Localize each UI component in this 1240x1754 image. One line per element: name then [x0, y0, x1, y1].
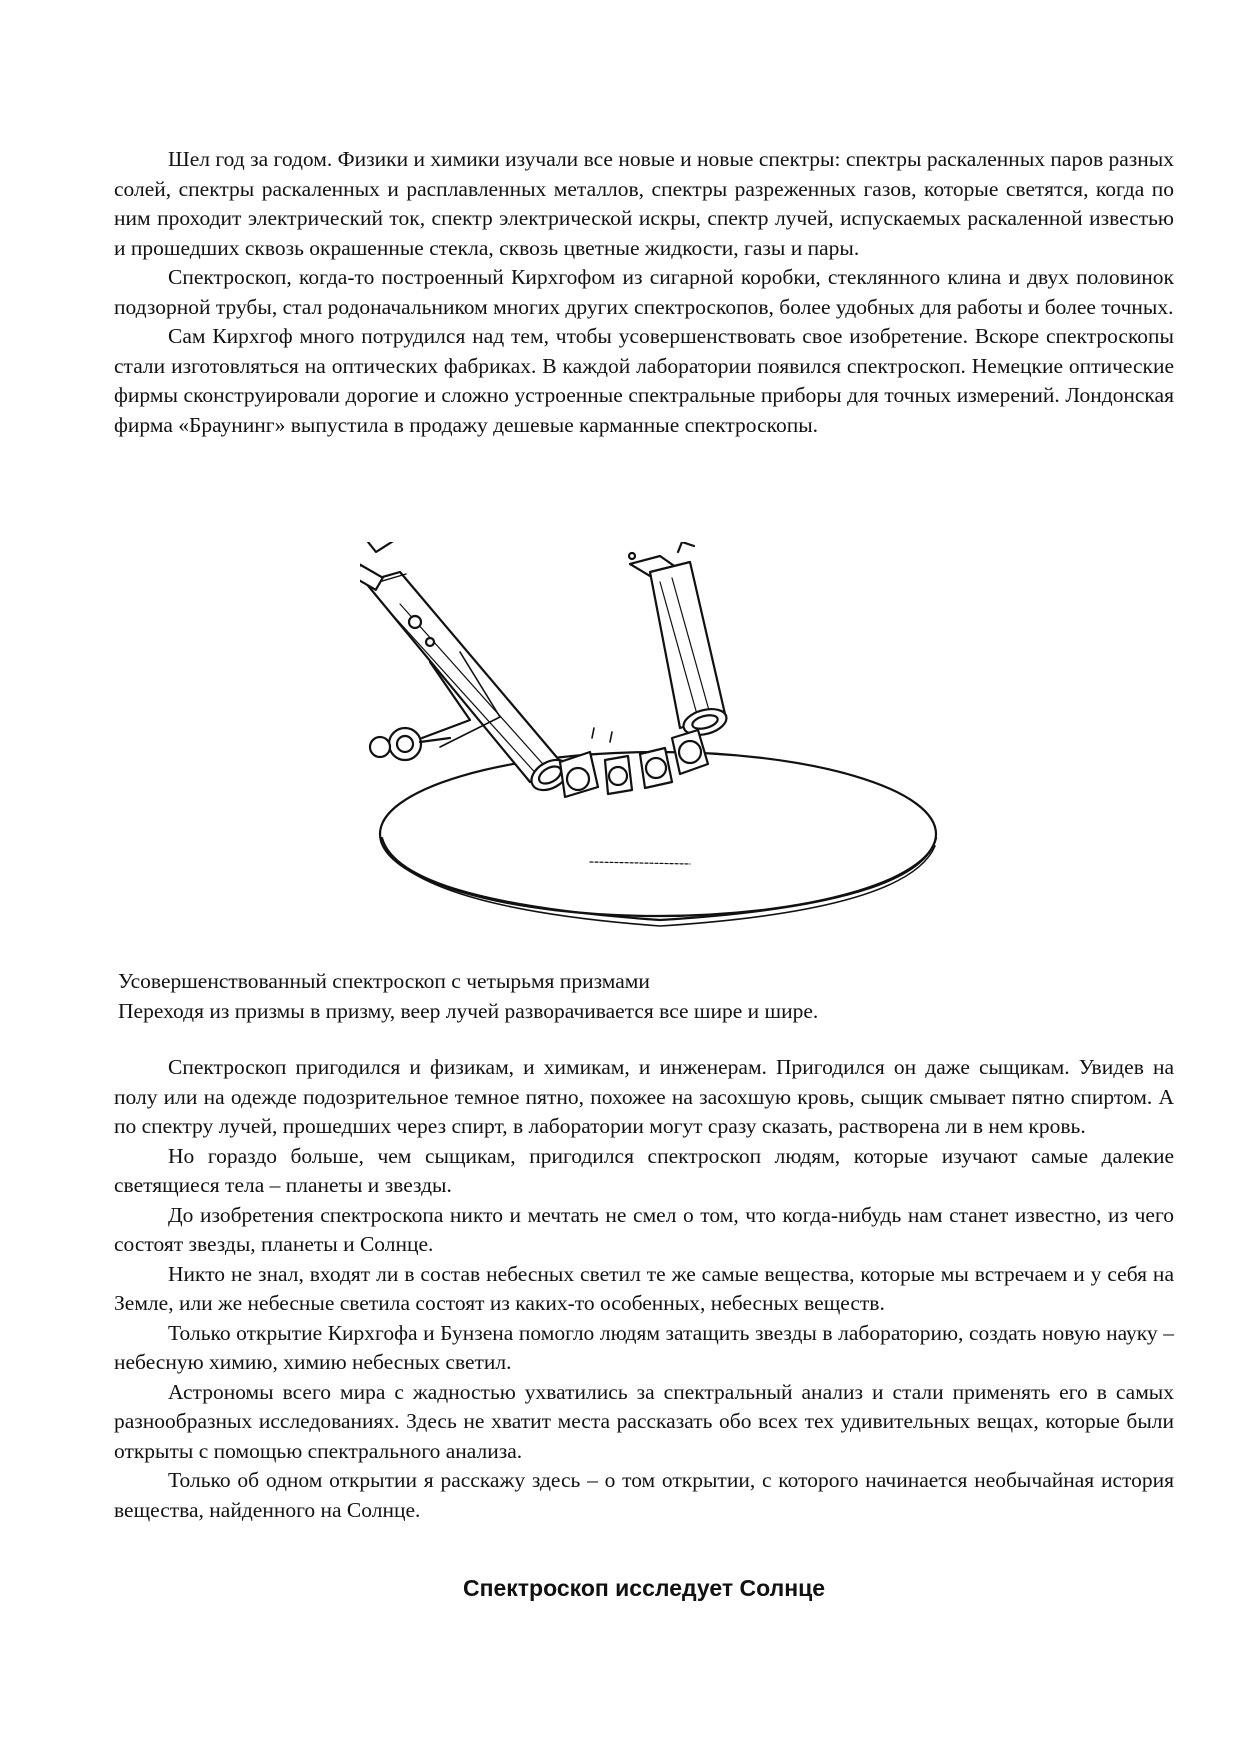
paragraph: До изобретения спектроскопа никто и мечтать не смел о том, что когда-нибудь нам станет известно, из чего состоят звезды, планеты и Солнце.	[114, 1202, 1174, 1256]
bottom-text-block	[114, 1053, 1174, 1525]
paragraph: Спектроскоп пригодился и физикам, и химикам, и инженерам. Пригодился он даже сыщикам. Увидев на полу или на одежде подозрительное темное пятно, похожее на засохшую кровь, сыщик смывает пятно спиртом. А по спектру лучей, прошедших через спирт, в лаборатории могут сразу сказать, растворена ли в нем кровь.	[114, 1055, 1174, 1138]
paragraph: Только открытие Кирхгофа и Бунзена помогло людям затащить звезды в лабораторию, создать новую науку – небесную химию, химию небесных светил.	[114, 1320, 1174, 1374]
paragraph: Спектроскоп, когда-то построенный Кирхгофом из сигарной коробки, стеклянного клина и двух половинок подзорной трубы, стал родоначальником многих других спектроскопов, более удобных для работы и более точных.	[114, 265, 1174, 319]
figure-caption	[114, 967, 1174, 1026]
caption-title: Усовершенствованный спектроскоп с четырьмя призмами	[118, 969, 650, 993]
paragraph: Шел год за годом. Физики и химики изучали все новые и новые спектры: спектры раскаленных паров разных солей, спектры раскаленных и расплавленных металлов, спектры разреженных газов, которые светятся, когда по ним проходит электрический ток, спектр электрической искры, спектр лучей, испускаемых раскаленной известью и прошедших сквозь окрашенные стекла, сквозь цветные жидкости, газы и пары.	[114, 147, 1174, 260]
paragraph: Никто не знал, входят ли в состав небесных светил те же самые вещества, которые мы встречаем и у себя на Земле, или же небесные светила состоят из каких-то особенных, небесных веществ.	[114, 1261, 1174, 1315]
spectroscope-illustration	[360, 542, 944, 972]
top-text-block	[114, 145, 1174, 440]
paragraph: Только об одном открытии я расскажу здесь – о том открытии, с которого начинается необычайная история вещества, найденного на Солнце.	[114, 1468, 1174, 1522]
paragraph: Но гораздо больше, чем сыщикам, пригодился спектроскоп людям, которые изучают самые далекие светящиеся тела – планеты и звезды.	[114, 1143, 1174, 1197]
paragraph: Сам Кирхгоф много потрудился над тем, чтобы усовершенствовать свое изобретение. Вскоре спектроскопы стали изготовляться на оптических фабриках. В каждой лаборатории появился спектроскоп. Немецкие оптические фирмы сконструировали дорогие и сложно устроенные спектральные приборы для точных измерений. Лондонская фирма «Браунинг» выпустила в продажу дешевые карманные спектроскопы.	[114, 324, 1174, 437]
spectroscope-drawing	[360, 542, 944, 972]
section-heading: Спектроскоп исследует Солнце	[462, 1575, 826, 1601]
paragraph: Астрономы всего мира с жадностью ухватились за спектральный анализ и стали применять его в самых разнообразных исследованиях. Здесь не хватит места рассказать обо всех тех удивительных вещах, которые были открыты с помощью спектрального анализа.	[114, 1379, 1174, 1463]
caption-text: Переходя из призмы в призму, веер лучей разворачивается все шире и шире.	[118, 998, 819, 1023]
